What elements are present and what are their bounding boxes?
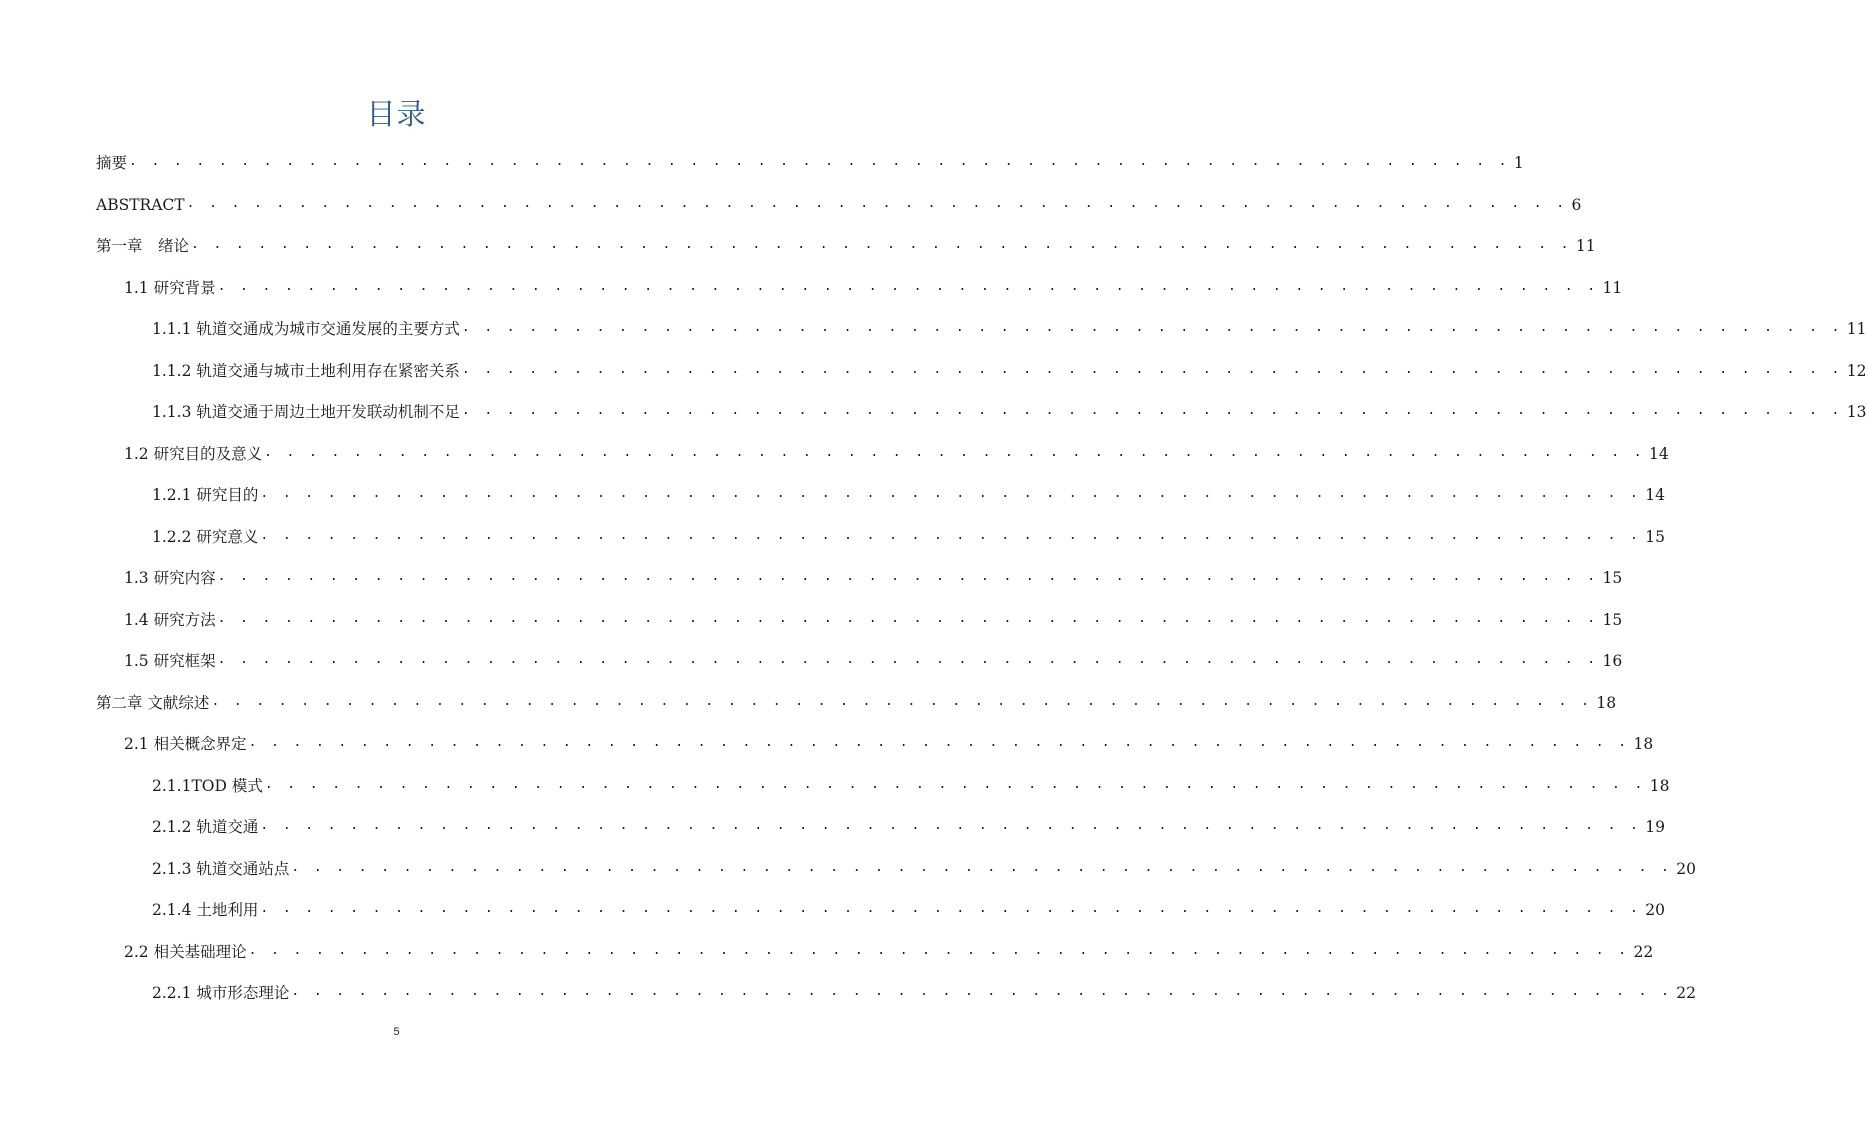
toc-entry-page: 18 (1596, 693, 1617, 712)
toc-entry-page: 14 (1648, 444, 1669, 463)
toc-entry-page: 20 (1676, 859, 1696, 878)
toc-entry-page: 12 (1846, 361, 1867, 380)
toc-entry-page: 15 (1602, 569, 1623, 587)
toc-entry-page: 22 (1633, 942, 1654, 961)
toc-dot-leader: . . . . . . . . . . . . . . . . . . . . . . . . . . . . . . . . . . . . . . . . . . . . . . . . . . . . . . . . . . . . . . (248, 735, 1630, 750)
toc-dot-leader: . . . . . . . . . . . . . . . . . . . . . . . . . . . . . . . . . . . . . . . . . . . . . . . . . . . . . . . . . . . . . . (260, 818, 1642, 833)
toc-dot-leader: . . . . . . . . . . . . . . . . . . . . . . . . . . . . . . . . . . . . . . . . . . . . . . . . . . . . . . . . . . . . . . (248, 942, 1630, 958)
toc-entry[interactable] (152, 844, 1696, 880)
toc-dot-leader: . . . . . . . . . . . . . . . . . . . . . . . . . . . . . . . . . . . . . . . . . . . . . . . . . . . . . . . . . . . . . . (260, 527, 1642, 543)
toc-entry-page: 13 (1846, 403, 1867, 421)
toc-dot-leader: . . . . . . . . . . . . . . . . . . . . . . . . . . . . . . . . . . . . . . . . . . . . . . . . . . . . . . . . . . . . . . (217, 278, 1599, 294)
toc-entry-title: 1.1.2 轨道交通与城市土地利用存在紧密关系 (152, 361, 460, 380)
toc-entry-page: 20 (1645, 901, 1665, 919)
toc-entry[interactable] (152, 346, 1867, 382)
toc-title: 目录 (366, 97, 427, 131)
toc-entry[interactable] (96, 180, 1582, 216)
toc-dot-leader: . . . . . . . . . . . . . . . . . . . . . . . . . . . . . . . . . . . . . . . . . . . . . . . . . . . . . . . . . . . . . . (291, 984, 1673, 999)
toc-entry[interactable] (152, 761, 1670, 797)
toc-entry-page: 6 (1571, 195, 1582, 214)
toc-entry-title: 1.2.2 研究意义 (152, 527, 259, 546)
toc-entry[interactable] (96, 138, 1524, 174)
toc-entry[interactable] (124, 719, 1654, 755)
toc-entry-title: 第二章 文献综述 (96, 693, 210, 712)
toc-dot-leader: . . . . . . . . . . . . . . . . . . . . . . . . . . . . . . . . . . . . . . . . . . . . . . . . . . . . . . . . . . . . . . (260, 486, 1642, 501)
toc-entry-page: 14 (1645, 486, 1665, 504)
toc-dot-leader: . . . . . . . . . . . . . . . . . . . . . . . . . . . . . . . . . . . . . . . . . . . . . . . . . . . . . . . . . . . . . . (217, 652, 1599, 667)
toc-entry-page: 22 (1676, 984, 1696, 1002)
toc-entry[interactable] (124, 429, 1669, 465)
toc-entry-title: 摘要 (96, 154, 128, 172)
toc-entry-page: 18 (1633, 735, 1654, 753)
toc-entry-title: 2.1.4 土地利用 (152, 901, 259, 919)
toc-entry-title: 2.2.1 城市形态理论 (152, 984, 290, 1002)
toc-dot-leader: . . . . . . . . . . . . . . . . . . . . . . . . . . . . . . . . . . . . . . . . . . . . . . . . . . . . . . . . . . . . . . (264, 776, 1646, 792)
toc-entry[interactable] (152, 387, 1867, 423)
toc-entry[interactable] (152, 512, 1665, 548)
toc-entry-title: 1.2 研究目的及意义 (124, 444, 263, 463)
toc-dot-leader: . . . . . . . . . . . . . . . . . . . . . . . . . . . . . . . . . . . . . . . . . . . . . . . . . . . . . . . . . . . . . . (461, 403, 1843, 418)
toc-dot-leader: . . . . . . . . . . . . . . . . . . . . . . . . . . . . . . . . . . . . . . . . . . . . . . . . . . . . . . . . . . . . . . (211, 693, 1593, 709)
toc-entry-title: 2.1.1TOD 模式 (152, 776, 263, 795)
toc-dot-leader: . . . . . . . . . . . . . . . . . . . . . . . . . . . . . . . . . . . . . . . . . . . . . . . . . . . . . . . . . . . . . . (186, 195, 1568, 211)
toc-entry-title: 第一章 绪论 (96, 237, 190, 255)
toc-entry[interactable] (152, 968, 1696, 1004)
toc-entry-title: ABSTRACT (96, 195, 185, 214)
toc-entry-title: 1.3 研究内容 (124, 569, 216, 587)
toc-entry[interactable] (124, 927, 1654, 963)
toc-entry-page: 15 (1645, 527, 1665, 546)
toc-entry-title: 2.2 相关基础理论 (124, 942, 247, 961)
toc-dot-leader: . . . . . . . . . . . . . . . . . . . . . . . . . . . . . . . . . . . . . . . . . . . . . . . . . . . . . . . . . . . . . . (264, 444, 1645, 460)
toc-entry-title: 1.2.1 研究目的 (152, 486, 259, 504)
toc-entry-page: 15 (1602, 610, 1623, 629)
toc-entry[interactable] (124, 595, 1623, 631)
toc-entry[interactable] (96, 678, 1617, 714)
toc-dot-leader: . . . . . . . . . . . . . . . . . . . . . . . . . . . . . . . . . . . . . . . . . . . . . . . . . . . . . . . . . . . . . . (129, 154, 1510, 169)
page-number: 5 (393, 1026, 400, 1038)
toc-entry[interactable] (124, 553, 1623, 589)
toc-entry-title: 1.1.3 轨道交通于周边土地开发联动机制不足 (152, 403, 460, 421)
toc-entry-page: 11 (1846, 320, 1867, 338)
toc-dot-leader: . . . . . . . . . . . . . . . . . . . . . . . . . . . . . . . . . . . . . . . . . . . . . . . . . . . . . . . . . . . . . . (291, 859, 1673, 875)
toc-entry-page: 11 (1602, 278, 1623, 297)
toc-dot-leader: . . . . . . . . . . . . . . . . . . . . . . . . . . . . . . . . . . . . . . . . . . . . . . . . . . . . . . . . . . . . . . (217, 610, 1599, 626)
toc-dot-leader: . . . . . . . . . . . . . . . . . . . . . . . . . . . . . . . . . . . . . . . . . . . . . . . . . . . . . . . . . . . . . . (260, 901, 1642, 916)
toc-entry[interactable] (152, 304, 1867, 340)
toc-entry-title: 1.1.1 轨道交通成为城市交通发展的主要方式 (152, 320, 460, 338)
toc-entry-page: 1 (1513, 154, 1524, 172)
toc-entry-title: 1.5 研究框架 (124, 652, 216, 670)
toc-entry-page: 16 (1602, 652, 1623, 670)
toc-entry[interactable] (124, 636, 1623, 672)
toc-dot-leader: . . . . . . . . . . . . . . . . . . . . . . . . . . . . . . . . . . . . . . . . . . . . . . . . . . . . . . . . . . . . . . (217, 569, 1599, 584)
toc-entry[interactable] (96, 221, 1596, 257)
toc-entry-title: 2.1.3 轨道交通站点 (152, 859, 290, 878)
toc-dot-leader: . . . . . . . . . . . . . . . . . . . . . . . . . . . . . . . . . . . . . . . . . . . . . . . . . . . . . . . . . . . . . . (461, 361, 1843, 377)
toc-entry[interactable] (152, 470, 1665, 506)
toc-entry-page: 19 (1645, 818, 1665, 836)
toc-entry-page: 11 (1575, 237, 1596, 255)
toc-dot-leader: . . . . . . . . . . . . . . . . . . . . . . . . . . . . . . . . . . . . . . . . . . . . . . . . . . . . . . . . . . . . . . (461, 320, 1843, 335)
toc-dot-leader: . . . . . . . . . . . . . . . . . . . . . . . . . . . . . . . . . . . . . . . . . . . . . . . . . . . . . . . . . . . . . . (191, 237, 1572, 252)
toc-entry-title: 2.1 相关概念界定 (124, 735, 247, 753)
toc-entry[interactable] (152, 885, 1665, 921)
toc-entry-page: 18 (1649, 776, 1670, 795)
toc-entry-title: 1.4 研究方法 (124, 610, 216, 629)
toc-entry-title: 2.1.2 轨道交通 (152, 818, 259, 836)
toc-entry-title: 1.1 研究背景 (124, 278, 216, 297)
toc-entry[interactable] (124, 263, 1623, 299)
toc-entry[interactable] (152, 802, 1665, 838)
